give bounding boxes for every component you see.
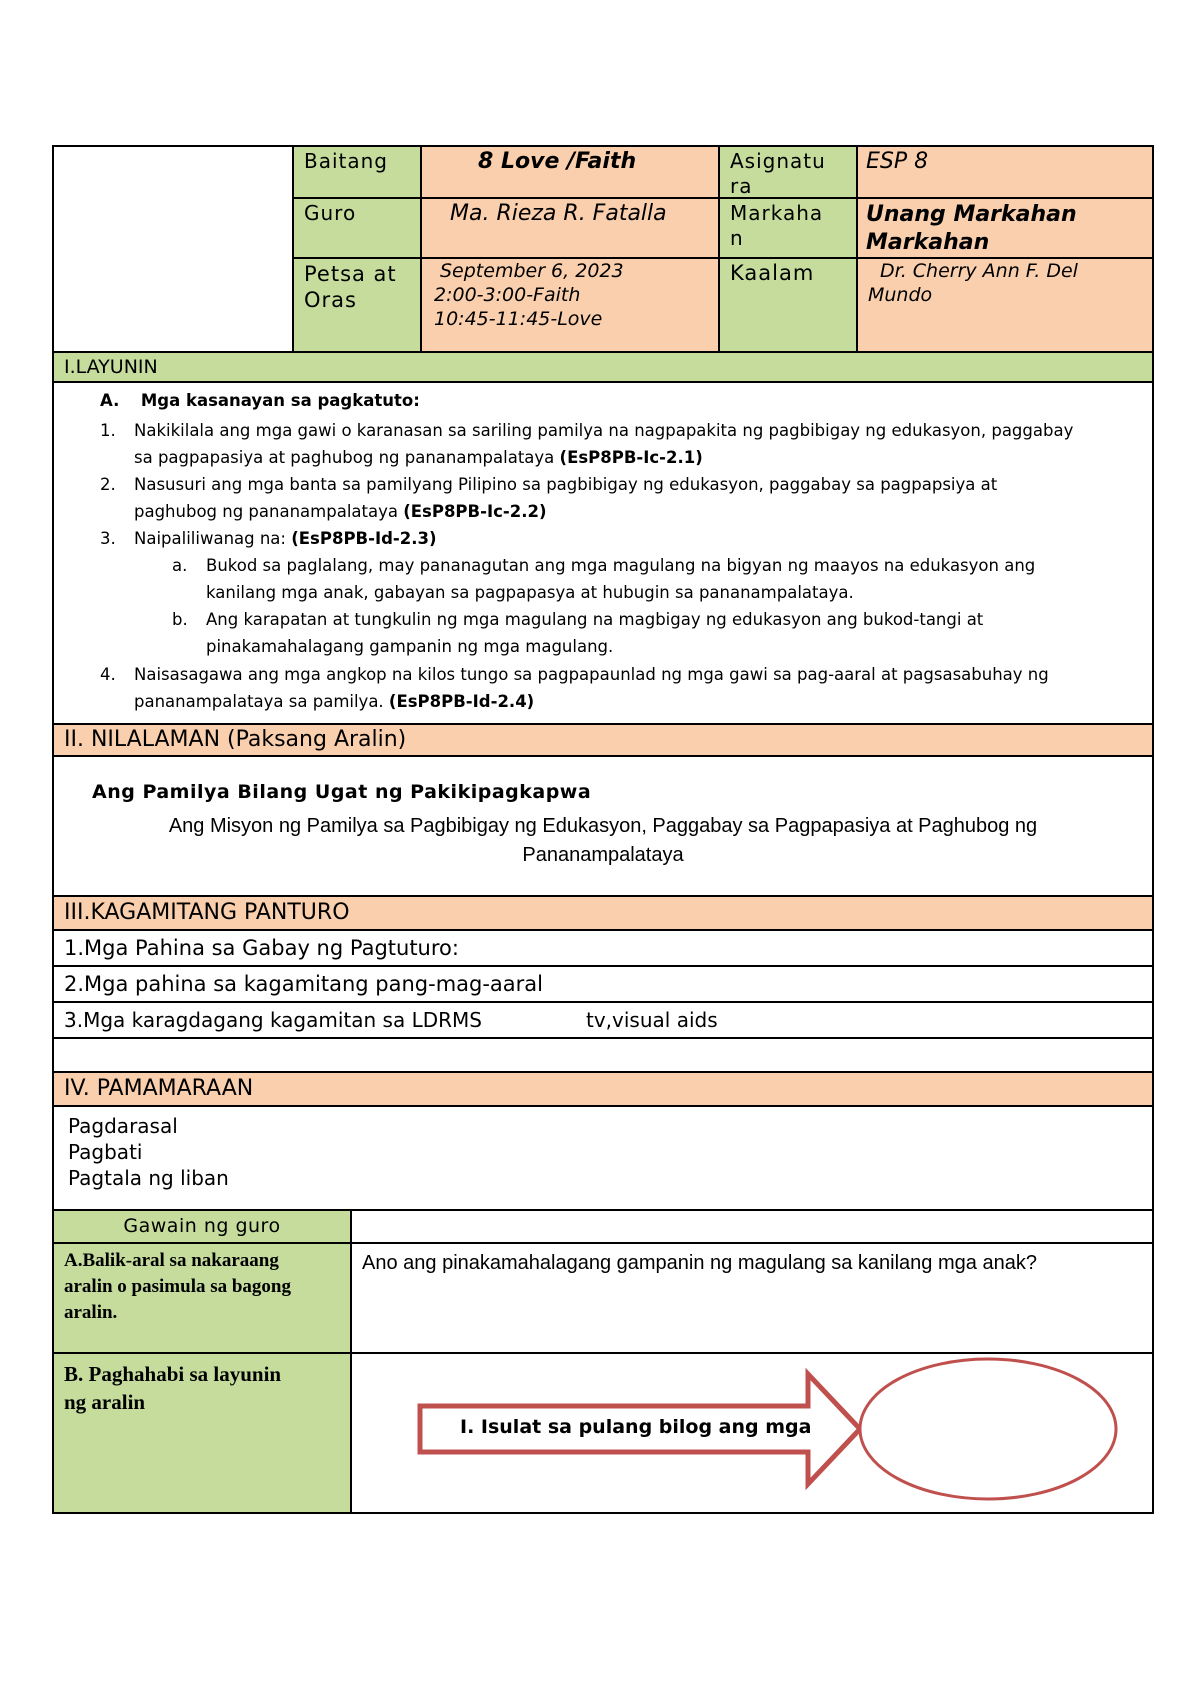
knowledge-value (856, 257, 1154, 353)
quarter-label-l1: Markaha (730, 201, 824, 225)
date-line-1: September 6, 2023 (440, 260, 624, 282)
objective-line: paghubog ng pananampalataya (134, 502, 404, 521)
kagamitan-row-2-text: 2.Mga pahina sa kagamitang pang-mag-aaral (64, 972, 544, 996)
date-value (420, 257, 720, 353)
section-nilalaman-header (52, 723, 1154, 757)
objective-line: Naipaliliwanag na: (134, 529, 292, 548)
grade-label (292, 145, 422, 199)
subject-label-l2: ra (730, 174, 753, 198)
knowledge-label-text: Kaalam (730, 261, 815, 285)
objective-code: (EsP8PB-Id-2.3) (291, 529, 437, 548)
quarter-value-l1: Unang Markahan (866, 202, 1077, 227)
objective-line: Ang karapatan at tungkulin ng mga magulang na magbigay ng edukasyon ang bukod-tangi at (206, 610, 984, 629)
knowledge-line-2: Mundo (868, 284, 933, 306)
logo-cell (52, 145, 294, 353)
objective-code: (EsP8PB-Ic-2.1) (559, 448, 703, 467)
subject-label-l1: Asignatu (730, 149, 826, 173)
sub-a-heading (100, 387, 420, 414)
quarter-value-l2: Markahan (866, 230, 990, 255)
objective-line: Naisasagawa ang mga angkop na kilos tungo sa pagpapaunlad ng mga gawi sa pag-aaral at pagsasabuhay ng (134, 665, 1049, 684)
subtopic-line-1: Ang Misyon ng Pamilya sa Pagbibigay ng Edukasyon, Paggabay sa Pagpapasiya at Paghubog ng (168, 815, 1038, 837)
row-a-label-l1: A.Balik-aral sa nakaraang (64, 1250, 279, 1271)
row-b-label (52, 1352, 352, 1514)
section-pamamaraan-header (52, 1071, 1154, 1107)
subject-value-text: ESP 8 (866, 149, 929, 174)
kagamitan-row-3-value: tv,visual aids (586, 1008, 718, 1032)
objective-num: 3. (100, 529, 116, 548)
kagamitan-row-2 (52, 965, 1154, 1003)
section-pamamaraan-title: IV. PAMAMARAAN (64, 1076, 254, 1101)
row-a-content (350, 1242, 1154, 1354)
knowledge-line-1: Dr. Cherry Ann F. Del (880, 260, 1078, 282)
sub-a-title: Mga kasanayan sa pagkatuto: (140, 391, 420, 410)
kagamitan-row-1-text: 1.Mga Pahina sa Gabay ng Pagtuturo: (64, 936, 459, 960)
grade-value (420, 145, 720, 199)
teacher-value (420, 197, 720, 259)
subject-label (718, 145, 858, 199)
objective-code: (EsP8PB-Id-2.4) (388, 692, 535, 711)
row-b-label-l2: ng aralin (64, 1390, 146, 1414)
step-pagtala: Pagtala ng liban (68, 1166, 229, 1190)
nilalaman-body (52, 755, 1154, 897)
objective-line: pananampalataya sa pamilya. (134, 692, 389, 711)
activity-table-header (52, 1209, 352, 1244)
objective-line: sa pagpapasiya at paghubog ng pananampalataya (134, 448, 560, 467)
teacher-label (292, 197, 422, 259)
section-nilalaman-title: II. NILALAMAN (Paksang Aralin) (64, 727, 407, 752)
objective-num: 4. (100, 665, 116, 684)
objective-line: Bukod sa paglalang, may pananagutan ang mga magulang na bigyan ng maayos na edukasyon ang (206, 556, 1036, 575)
subtopic (54, 812, 1152, 870)
objective-line: Nasusuri ang mga banta sa pamilyang Pilipino sa pagbibigay ng edukasyon, paggabay sa pagpapsiya at (134, 475, 998, 494)
layunin-body (52, 381, 1154, 725)
row-a-label-l3: aralin. (64, 1302, 118, 1323)
date-label-l1: Petsa at (304, 262, 397, 286)
row-a-label (52, 1242, 352, 1354)
kagamitan-row-3-label: 3.Mga karagdagang kagamitan sa LDRMS (64, 1008, 482, 1032)
subject-value (856, 145, 1154, 199)
objective-line: Nakikilala ang mga gawi o karanasan sa sariling pamilya na nagpapakita ng pagbibigay ng edukasyon, paggabay (134, 421, 1074, 440)
objective-line: kanilang mga anak, gabayan sa pagpapasya at hubugin sa pananampalataya. (206, 583, 854, 602)
quarter-label-l2: n (730, 226, 744, 250)
date-line-3: 10:45-11:45-Love (434, 308, 603, 330)
quarter-label (718, 197, 858, 259)
activity-table-header-blank (350, 1209, 1154, 1244)
section-kagamitan-title: III.KAGAMITANG PANTURO (64, 900, 350, 925)
objective-sub-letter: a. (172, 556, 188, 575)
grade-label-text: Baitang (304, 149, 389, 173)
objective-sub-letter: b. (172, 610, 188, 629)
row-b-label-l1: B. Paghahabi sa layunin (64, 1362, 282, 1386)
step-pagbati: Pagbati (68, 1140, 143, 1164)
topic-title: Ang Pamilya Bilang Ugat ng Pakikipagkapwa (92, 781, 592, 803)
subtopic-line-2: Pananampalataya (522, 844, 684, 866)
step-pagdarasal: Pagdarasal (68, 1114, 178, 1138)
grade-value-text: 8 Love /Faith (478, 149, 637, 174)
date-label (292, 257, 422, 353)
teacher-label-text: Guro (304, 201, 357, 225)
quarter-value (856, 197, 1154, 259)
section-layunin-title: I.LAYUNIN (64, 356, 158, 378)
date-line-2: 2:00-3:00-Faith (434, 284, 581, 306)
row-b-content (350, 1352, 1154, 1514)
section-kagamitan-header (52, 895, 1154, 931)
red-circle (860, 1359, 1116, 1499)
row-a-question: Ano ang pinakamahalagang gampanin ng magulang sa kanilang mga anak? (362, 1252, 1037, 1274)
kagamitan-row-empty (52, 1037, 1154, 1073)
objective-line: pinakamahalagang gampanin ng mga magulang. (206, 637, 614, 656)
date-label-l2: Oras (304, 288, 357, 312)
kagamitan-row-3 (52, 1001, 1154, 1039)
objective-code: (EsP8PB-Ic-2.2) (403, 502, 547, 521)
activity-table-header-text: Gawain ng guro (123, 1215, 281, 1237)
row-a-label-l2: aralin o pasimula sa bagong (64, 1276, 291, 1297)
teacher-value-text: Ma. Rieza R. Fatalla (450, 201, 667, 226)
knowledge-label (718, 257, 858, 353)
kagamitan-row-1 (52, 929, 1154, 967)
arrow-text: I. Isulat sa pulang bilog ang mga (460, 1416, 812, 1438)
objective-num: 1. (100, 421, 116, 440)
sub-a-letter: A. (100, 391, 120, 410)
objective-num: 2. (100, 475, 116, 494)
section-layunin-header (52, 351, 1154, 383)
pamamaraan-steps (52, 1105, 1154, 1211)
